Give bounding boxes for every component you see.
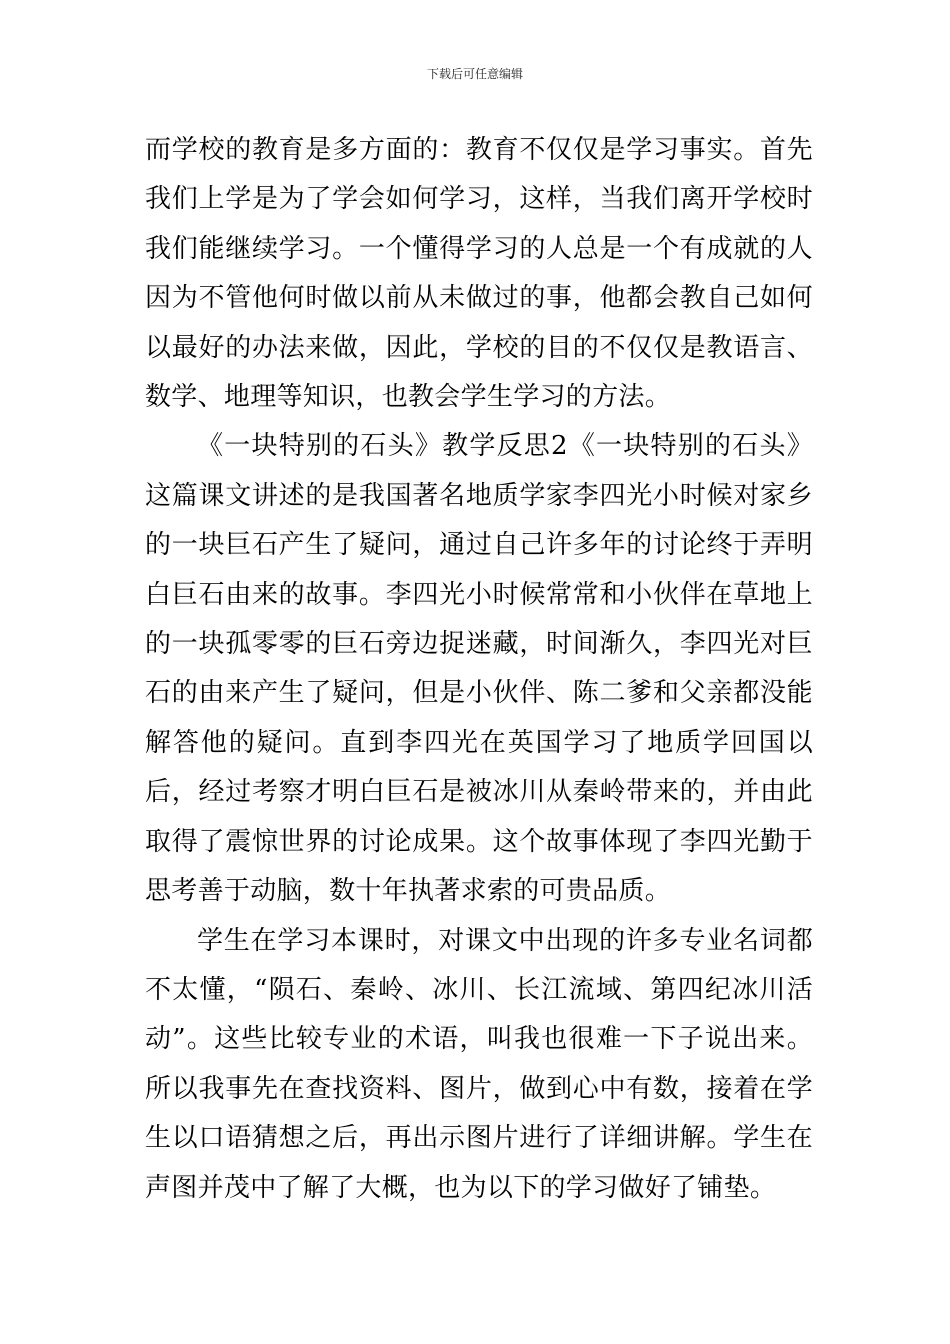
paragraph-1: 而学校的教育是多方面的：教育不仅仅是学习事实。首先我们上学是为了学会如何学习，这样，当我们离开学校时我们能继续学习。一个懂得学习的人总是一个有成就的人因为不管他何时做以前从未做过的事，他都会教自己如何以最好的办法来做，因此，学校的目的不仅仅是教语言、数学、地理等知识，也教会学生学习的方法。 — [145, 135, 813, 413]
paragraph-3: 学生在学习本课时，对课文中出现的许多专业名词都不太懂，“陨石、秦岭、冰川、长江流域、第四纪冰川活动”。这些比较专业的术语，叫我也很难一下子说出来。所以我事先在查找资料、图片，做到心中有数，接着在学生以口语猜想之后，再出示图片进行了详细讲解。学生在声图并茂中了解了大概，也为以下的学习做好了铺垫。 — [145, 925, 813, 1203]
paragraph-2: 《一块特别的石头》教学反思2《一块特别的石头》这篇课文讲述的是我国著名地质学家李四光小时候对家乡的一块巨石产生了疑问，通过自己许多年的讨论终于弄明白巨石由来的故事。李四光小时候常常和小伙伴在草地上的一块孤零零的巨石旁边捉迷藏，时间渐久，李四光对巨石的由来产生了疑问，但是小伙伴、陈二爹和父亲都没能解答他的疑问。直到李四光在英国学习了地质学回国以后，经过考察才明白巨石是被冰川从秦岭带来的，并由此取得了震惊世界的讨论成果。这个故事体现了李四光勤于思考善于动脑，数十年执著求索的可贵品质。 — [145, 431, 813, 907]
page-header: 下载后可任意编辑 — [426, 67, 523, 81]
body-text — [145, 126, 813, 1213]
